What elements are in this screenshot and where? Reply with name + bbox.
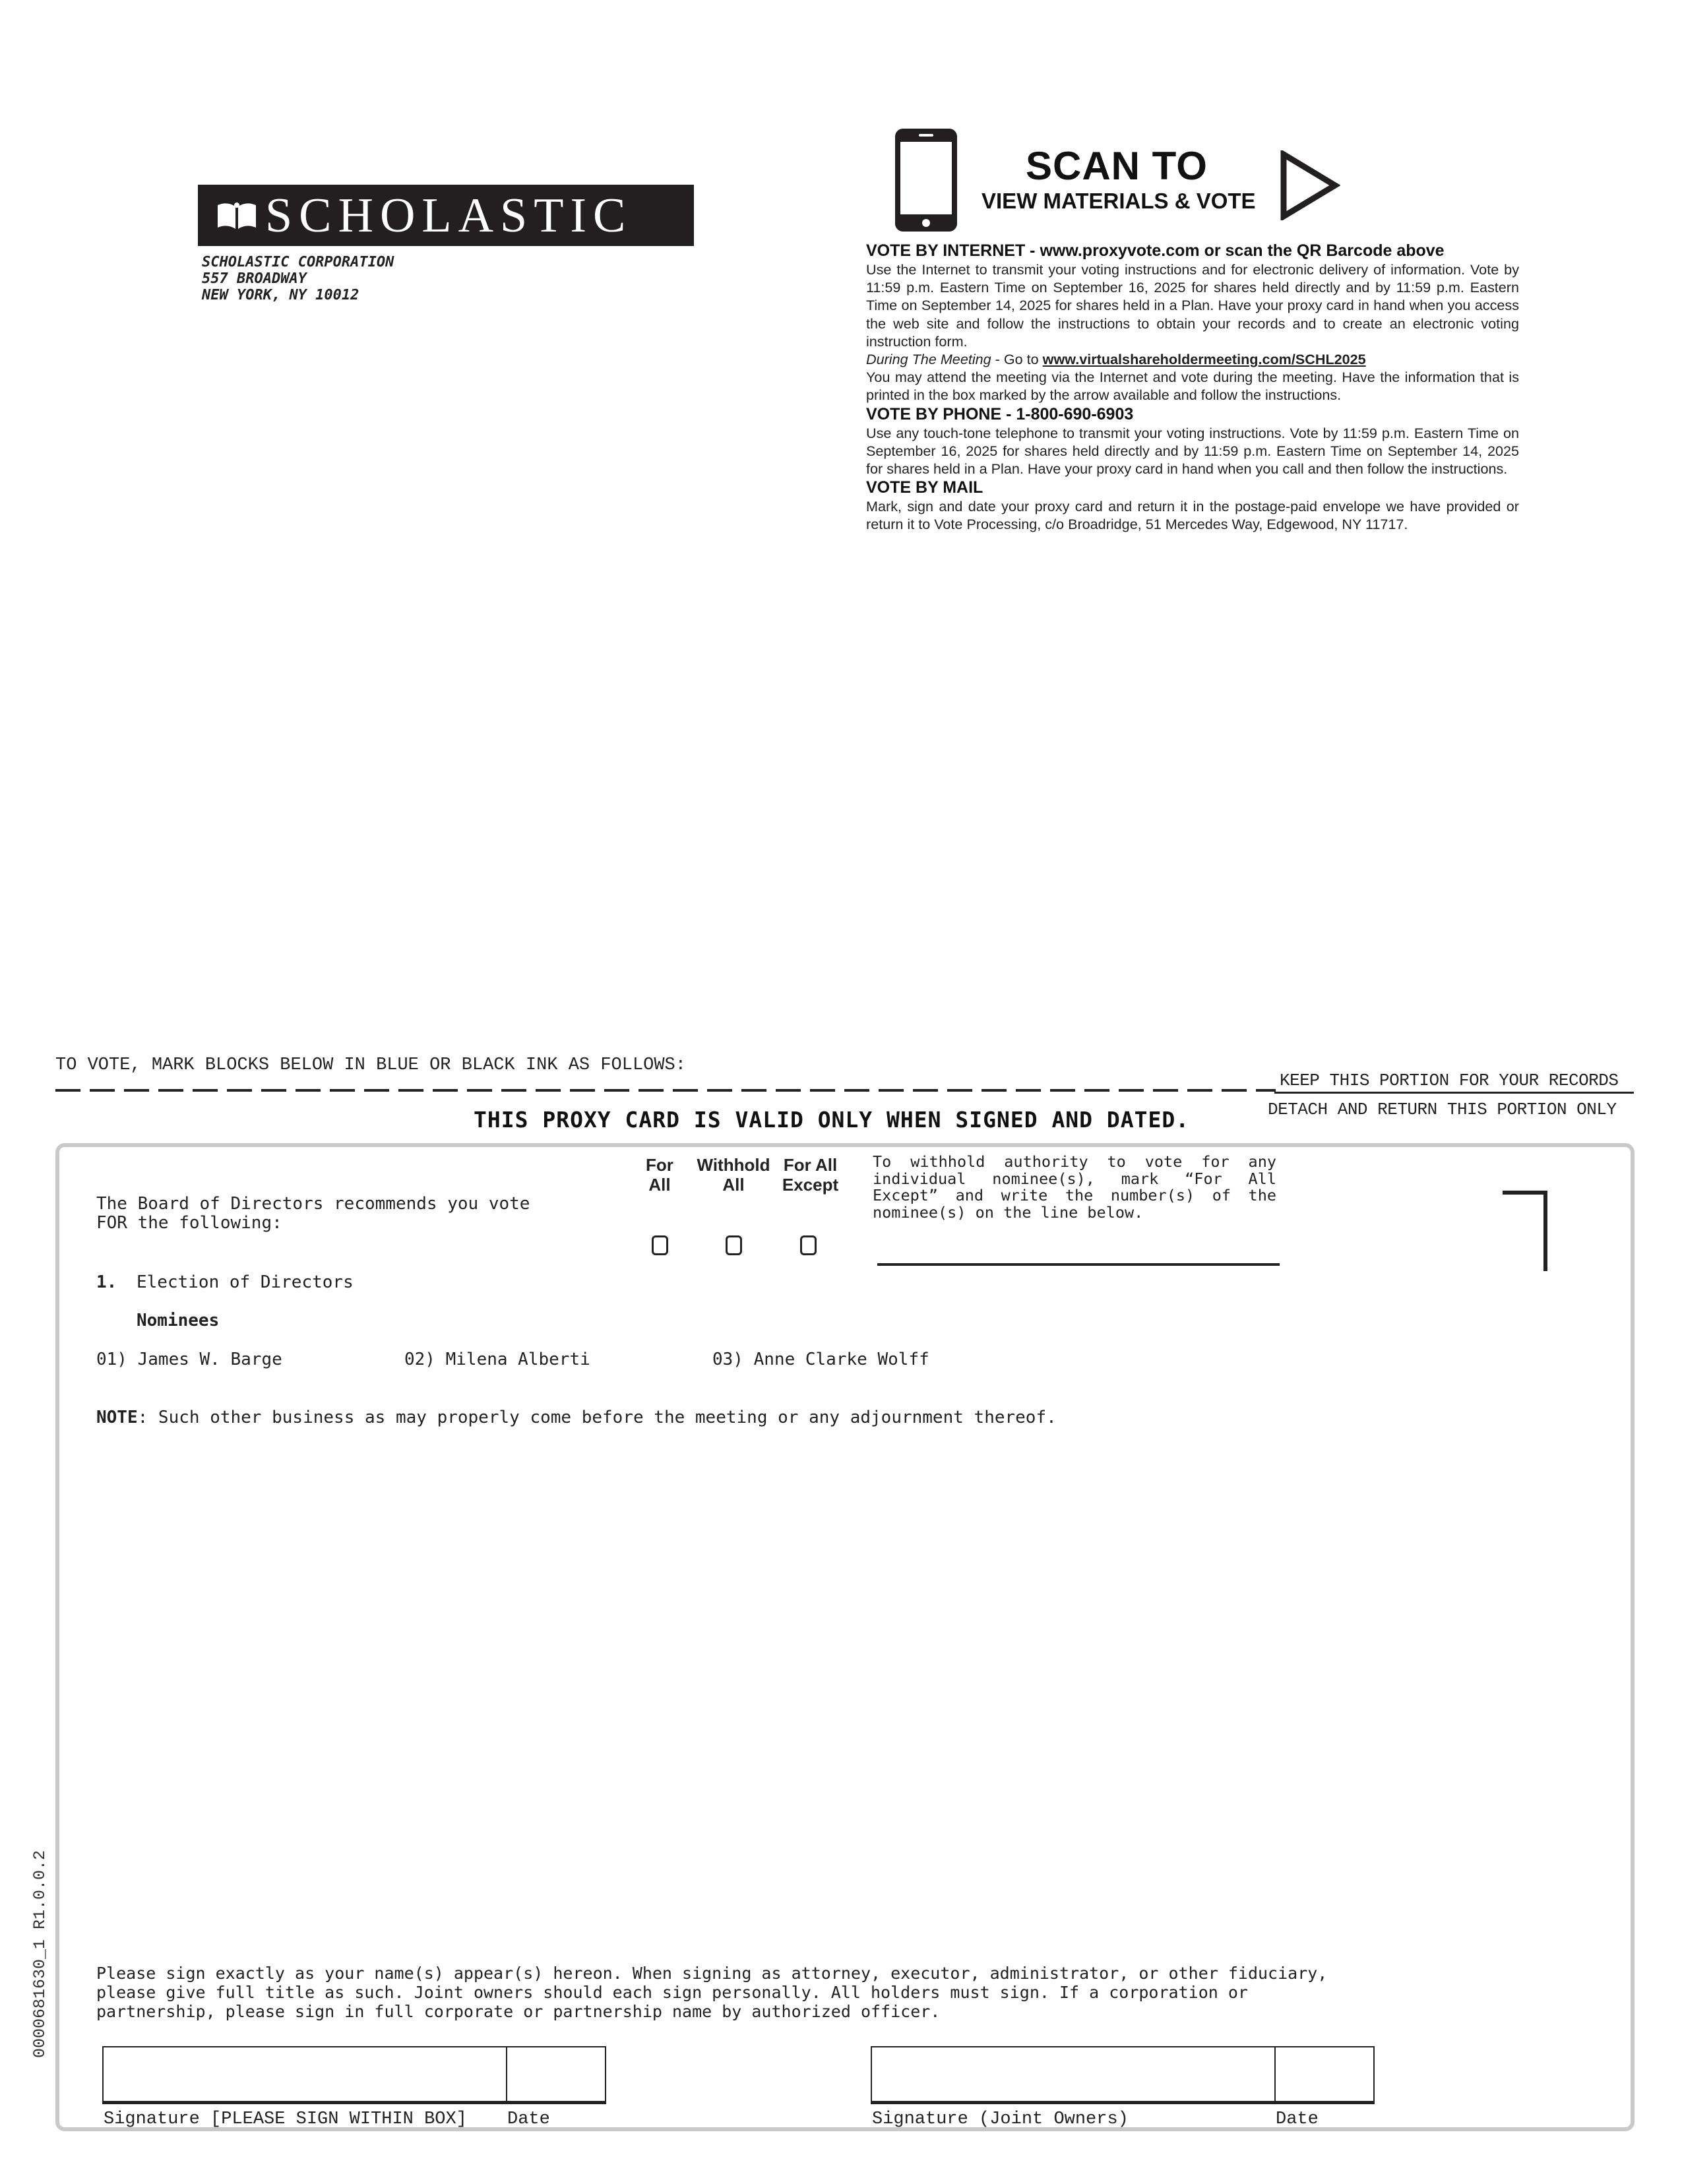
date-box[interactable] <box>506 2046 606 2104</box>
signing-instructions: Please sign exactly as your name(s) appear(s) hereon. When signing as attorney, executor, administrator, or other fiduciary, please give full title as such. Joint owners should each sign personally. All holders must sign. If a corporation or partnership, please sign in full corporate or partnership name by authorized officer. <box>96 1964 1328 2021</box>
note-label: NOTE <box>96 1408 138 1427</box>
play-arrow-icon <box>1280 150 1340 220</box>
meeting-line <box>866 350 1519 368</box>
note-text: : Such other business as may properly come before the meeting or any adjournment thereof. <box>137 1408 1057 1427</box>
keep-portion-rule <box>1274 1092 1634 1094</box>
scholastic-logo <box>198 185 694 246</box>
meeting-label: During The Meeting <box>866 351 991 368</box>
for-all-checkbox[interactable] <box>652 1235 668 1255</box>
nominee-3: 03) Anne Clarke Wolff <box>712 1350 929 1369</box>
detach-dash-line <box>55 1089 1276 1092</box>
logo-wordmark: SCHOLASTIC <box>265 188 633 243</box>
document-code: 0000681630_1 R1.0.0.2 <box>30 1850 49 2058</box>
withhold-instructions: To withhold authority to vote for any individual nominee(s), mark “For All Except” and write the number(s) of the nominee(s) on the line below. <box>873 1152 1276 1222</box>
item-number: 1. <box>96 1272 117 1292</box>
joint-signature-label: Signature (Joint Owners) <box>872 2109 1129 2129</box>
open-book-icon <box>216 201 257 230</box>
vote-internet-body: Use the Internet to transmit your voting instructions and for electronic delivery of information. Vote by 11:59 p.m. Eastern Time on September 16, 2025 for shares held directly and by 11:59 p.m. Eastern Time on September 14, 2025 for shares held in a Plan. Have your proxy card in hand when you access the web site and follow the instructions to obtain your records and to create an electronic voting instruction form. <box>866 261 1519 350</box>
for-all-except-checkbox[interactable] <box>800 1235 817 1255</box>
meeting-goto: - Go to <box>991 351 1043 368</box>
vote-mail-heading: VOTE BY MAIL <box>866 478 983 497</box>
virtual-meeting-link[interactable]: www.virtualshareholdermeeting.com/SCHL2025 <box>1042 351 1366 368</box>
joint-signature-box[interactable] <box>871 2046 1276 2104</box>
nominee-1: 01) James W. Barge <box>96 1350 282 1369</box>
signature-box[interactable] <box>102 2046 507 2104</box>
address-line-1: SCHOLASTIC CORPORATION <box>202 254 394 270</box>
item-label: Election of Directors <box>137 1272 354 1292</box>
signature-label: Signature [PLEASE SIGN WITHIN BOX] <box>104 2109 467 2129</box>
vote-internet-heading: VOTE BY INTERNET - www.proxyvote.com or scan the QR Barcode above <box>866 241 1445 260</box>
smartphone-icon <box>894 127 958 233</box>
note-line <box>96 1408 1057 1427</box>
vote-mail-body: Mark, sign and date your proxy card and return it in the postage-paid envelope we have provided or return it to Vote Processing, c/o Broadridge, 51 Mercedes Way, Edgewood, NY 11717. <box>866 498 1519 533</box>
withhold-all-checkbox[interactable] <box>726 1235 742 1255</box>
nominees-label: Nominees <box>137 1311 220 1330</box>
col-withhold-all: Withhold All <box>697 1155 770 1195</box>
address-line-3: NEW YORK, NY 10012 <box>202 287 359 303</box>
meeting-body: You may attend the meeting via the Internet and vote during the meeting. Have the information that is printed in the box marked by the arrow available and follow the instructions. <box>866 369 1519 404</box>
vote-phone-body: Use any touch-tone telephone to transmit your voting instructions. Vote by 11:59 p.m. Eastern Time on September 16, 2025 for shares held directly and by 11:59 p.m. Eastern Time on September 14, 2025 for shares held in a Plan. Have your proxy card in hand when you call and then follow the instructions. <box>866 424 1519 478</box>
valid-notice: THIS PROXY CARD IS VALID ONLY WHEN SIGNED AND DATED. <box>474 1107 1190 1133</box>
nominee-2: 02) Milena Alberti <box>404 1350 590 1369</box>
vote-phone-heading: VOTE BY PHONE - 1-800-690-6903 <box>866 404 1134 423</box>
board-recommendation: The Board of Directors recommends you vote FOR the following: <box>96 1194 530 1233</box>
corner-registration-mark <box>1503 1191 1547 1271</box>
scan-title: SCAN TO <box>1026 144 1208 188</box>
date-label: Date <box>507 2109 550 2129</box>
scan-subtitle: VIEW MATERIALS & VOTE <box>981 189 1256 213</box>
detach-portion-label: DETACH AND RETURN THIS PORTION ONLY <box>1268 1100 1617 1119</box>
col-for-all: For All <box>646 1155 673 1195</box>
keep-portion-label: KEEP THIS PORTION FOR YOUR RECORDS <box>1280 1071 1619 1090</box>
joint-date-box[interactable] <box>1274 2046 1375 2104</box>
address-line-2: 557 BROADWAY <box>202 270 307 287</box>
vote-by-internet-section <box>866 241 1519 534</box>
except-nominee-line[interactable] <box>877 1263 1280 1266</box>
vote-instruction: TO VOTE, MARK BLOCKS BELOW IN BLUE OR BLACK INK AS FOLLOWS: <box>55 1055 686 1075</box>
joint-date-label: Date <box>1276 2109 1319 2129</box>
col-for-all-except: For All Except <box>782 1155 839 1195</box>
